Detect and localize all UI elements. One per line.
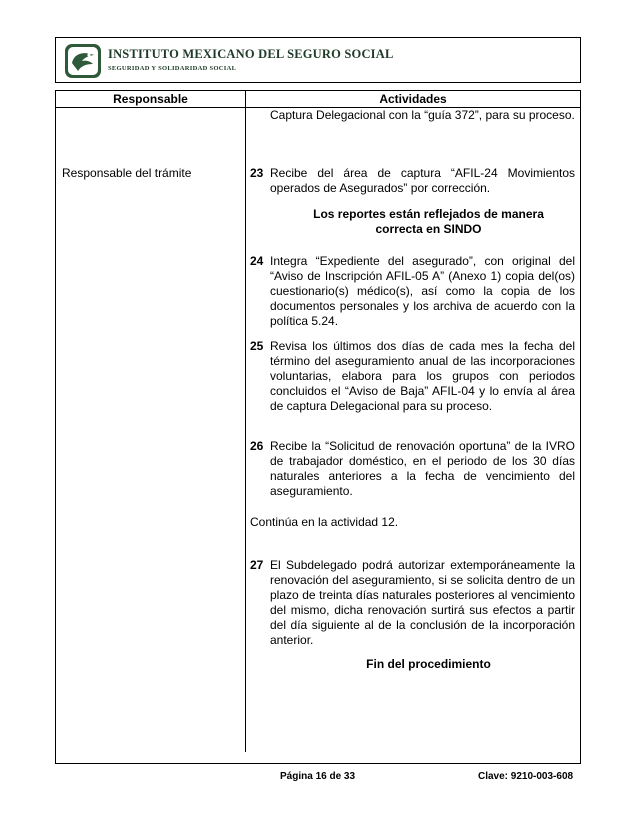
continue-note: Continúa en la actividad 12. bbox=[250, 515, 399, 529]
activity-number: 23 bbox=[250, 166, 264, 180]
column-header-actividades: Actividades bbox=[379, 92, 447, 106]
activity-number: 24 bbox=[250, 254, 264, 268]
table-header bbox=[56, 91, 580, 108]
page-number: Página 16 de 33 bbox=[280, 771, 356, 782]
document-key: Clave: 9210-003-608 bbox=[478, 771, 574, 782]
organization-name: INSTITUTO MEXICANO DEL SEGURO SOCIAL bbox=[108, 47, 394, 61]
activity-text: Recibe la “Solicitud de renovación oportuna” de la IVRO de trabajador doméstico, en el periodo de los 30 días naturales anteriores a la fecha de vencimiento del aseguramiento. bbox=[270, 439, 575, 498]
activity-text: Recibe del área de captura “AFIL-24 Movimientos operados de Asegurados” por corrección. bbox=[270, 166, 575, 195]
column-divider bbox=[245, 107, 246, 752]
activity-number: 27 bbox=[250, 558, 264, 572]
continuation-text: Captura Delegacional con la “guía 372”, para su proceso. bbox=[270, 108, 575, 122]
activity-text: Integra “Expediente del asegurado”, con original del “Aviso de Inscripción AFIL-05 A” (Anexo 1) copia del(os) cuestionario(s) médico(s), así como la copia de los documentos personales y los archiva de acuerdo con la política 5.24. bbox=[270, 254, 575, 328]
activity-number: 25 bbox=[250, 339, 264, 353]
end-of-procedure: Fin del procedimiento bbox=[366, 657, 491, 671]
activity-text: Revisa los últimos dos días de cada mes la fecha del término del aseguramiento anual de las incorporaciones voluntarias, elabora para los grupos con periodos concluidos el “Aviso de Baja” AFIL-04 y lo envía al área de captura Delegacional para su proceso. bbox=[270, 339, 575, 413]
note-bold: Los reportes están reflejados de manera correcta en SINDO bbox=[313, 207, 544, 236]
activity-text: El Subdelegado podrá autorizar extemporáneamente la renovación del aseguramiento, si se solicita dentro de un plazo de treinta días naturales posteriores al vencimiento del mismo, dicha renovación surtirá sus efectos a partir del día siguiente al de la conclusión de la incorporación anterior. bbox=[270, 558, 575, 647]
procedure-table bbox=[55, 90, 581, 764]
document-header bbox=[55, 37, 581, 83]
imss-eagle-logo-icon bbox=[64, 43, 102, 79]
organization-subtitle: SEGURIDAD Y SOLIDARIDAD SOCIAL bbox=[108, 65, 237, 72]
activity-number: 26 bbox=[250, 439, 264, 453]
column-header-responsable: Responsable bbox=[113, 92, 188, 106]
responsable-cell: Responsable del trámite bbox=[62, 166, 192, 180]
